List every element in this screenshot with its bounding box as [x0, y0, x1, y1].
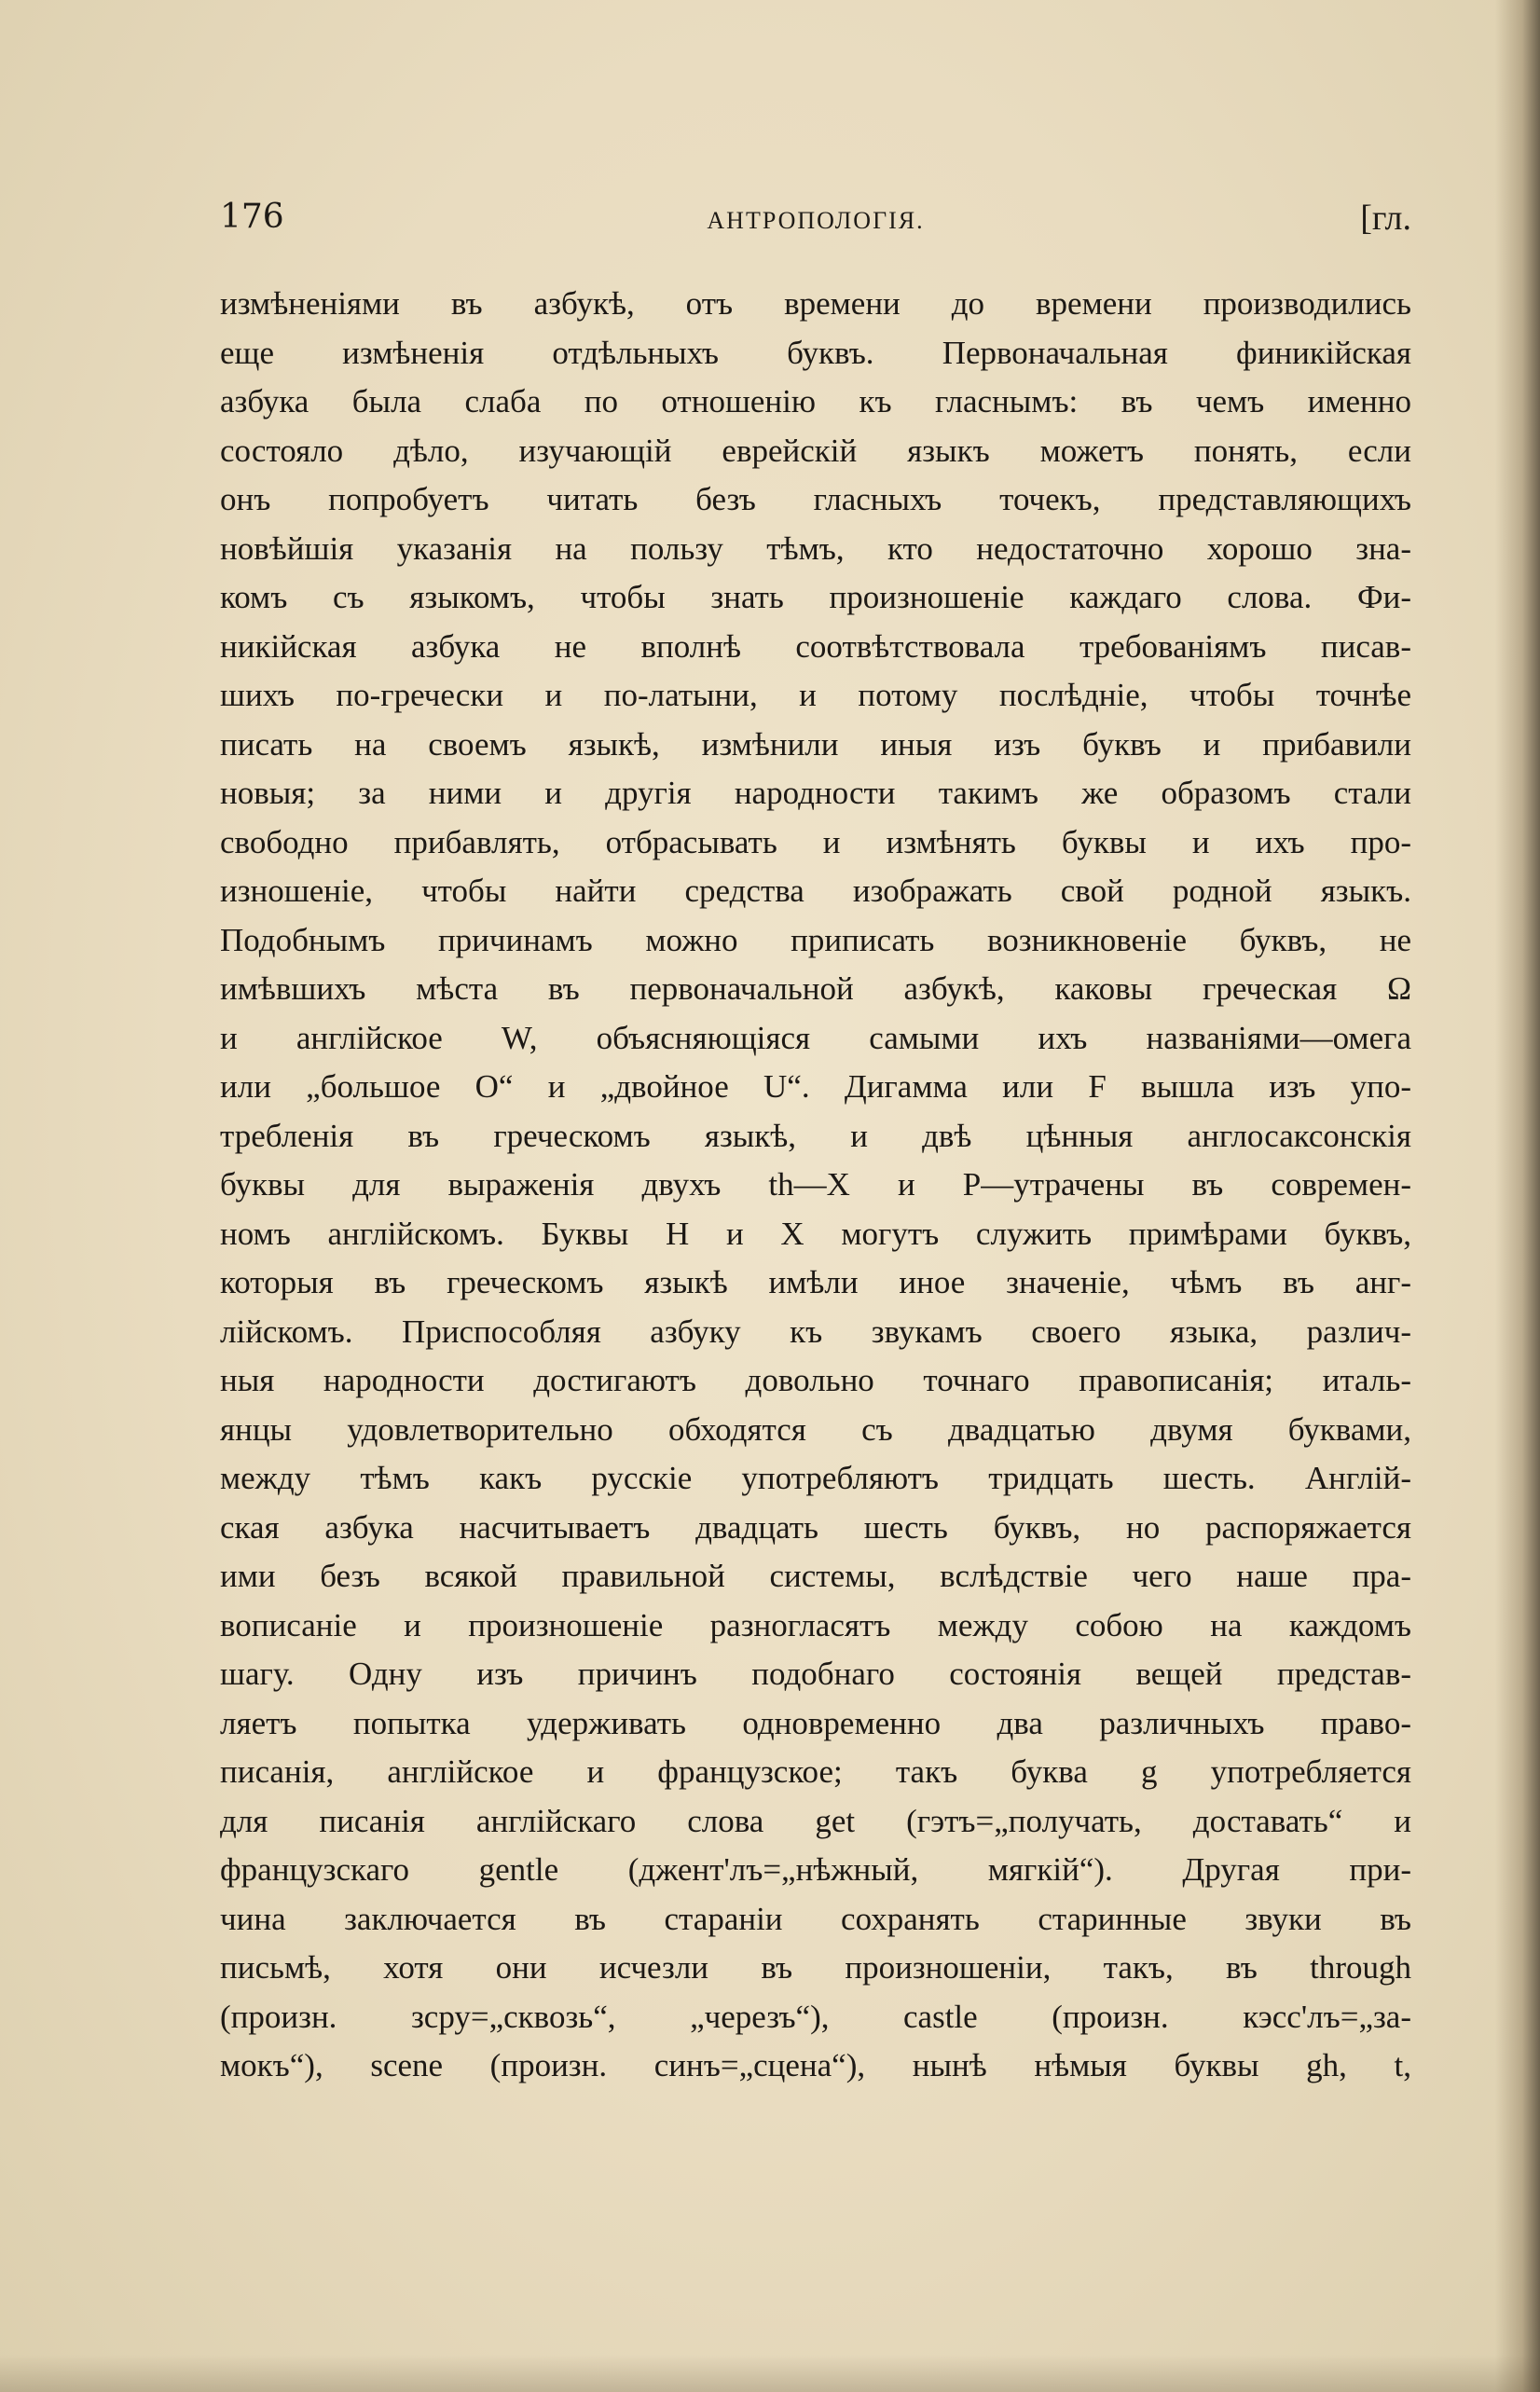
text-line: новыя; за ними и другія народности такимъ же образомъ стали	[220, 775, 1411, 811]
text-line: письмѣ, хотя они исчезли въ произношеніи, такъ, въ through	[220, 1949, 1411, 1986]
text-line: требленія въ греческомъ языкѣ, и двѣ цѣнныя англосаксонскія	[220, 1117, 1411, 1154]
page-bottom-shadow	[0, 2355, 1540, 2392]
text-line: и англійское W, объясняющіяся самыми ихъ названіями—омега	[220, 1019, 1411, 1056]
text-line: шагу. Одну изъ причинъ подобнаго состоянія вещей представ-	[220, 1656, 1411, 1692]
text-line: янцы удовлетворительно обходятся съ двадцатью двумя буквами,	[220, 1410, 1411, 1448]
text-line: новѣйшія указанія на пользу тѣмъ, кто недостаточно хорошо зна-	[220, 529, 1411, 567]
text-line: между тѣмъ какъ русскіе употребляютъ тридцать шесть. Англій-	[220, 1460, 1411, 1496]
page-edge-shadow	[1495, 0, 1540, 2392]
text-line: азбука была слаба по отношенію къ гласнымъ: въ чемъ именно	[220, 383, 1411, 419]
text-line: Подобнымъ причинамъ можно приписать возникновеніе буквъ, не	[220, 921, 1411, 958]
text-line: (произн. зсру=„сквозь“, „черезъ“), castle (произн. кэсс'лъ=„за-	[220, 1998, 1411, 2035]
text-line: ская азбука насчитываетъ двадцать шесть буквъ, но распоряжается	[220, 1508, 1411, 1546]
text-line: чина заключается въ стараніи сохранять старинные звуки въ	[220, 1900, 1411, 1937]
text-line: для писанія англійскаго слова get (гэтъ=„получать, доставать“ и	[220, 1802, 1411, 1839]
text-line: еще измѣненія отдѣльныхъ буквъ. Первоначальная финикійская	[220, 334, 1411, 371]
text-line: никійская азбука не вполнѣ соотвѣтствовала требованіямъ писав-	[220, 627, 1411, 665]
page-header	[220, 194, 1411, 246]
text-line: имѣвшихъ мѣста въ первоначальной азбукѣ, каковы греческая Ω	[220, 970, 1411, 1007]
text-line: которыя въ греческомъ языкѣ имѣли иное значеніе, чѣмъ въ анг-	[220, 1264, 1411, 1300]
body-text	[220, 280, 1411, 2091]
text-line: измѣненіями въ азбукѣ, отъ времени до времени производились	[220, 285, 1411, 322]
text-line: номъ англійскомъ. Буквы H и X могутъ служить примѣрами буквъ,	[220, 1215, 1411, 1252]
page-number: 176	[220, 198, 284, 236]
text-line: изношеніе, чтобы найти средства изображать свой родной языкъ.	[220, 873, 1411, 909]
text-line: или „большое O“ и „двойное U“. Дигамма или F вышла изъ упо-	[220, 1068, 1411, 1105]
text-line: комъ съ языкомъ, чтобы знать произношеніе каждаго слова. Фи-	[220, 579, 1411, 615]
text-line: французскаго gentle (джент'лъ=„нѣжный, мягкій“). Другая при-	[220, 1851, 1411, 1888]
text-line: состояло дѣло, изучающій еврейскій языкъ можетъ понять, если	[220, 432, 1411, 469]
text-line: онъ попробуетъ читать безъ гласныхъ точекъ, представляющихъ	[220, 481, 1411, 517]
text-line: шихъ по-гречески и по-латыни, и потому послѣдніе, чтобы точнѣе	[220, 677, 1411, 713]
text-line: вописаніе и произношеніе разногласятъ между собою на каждомъ	[220, 1606, 1411, 1643]
text-line: буквы для выраженія двухъ th—X и Р—утрачены въ современ-	[220, 1166, 1411, 1203]
text-line: свободно прибавлять, отбрасывать и измѣнять буквы и ихъ про-	[220, 823, 1411, 860]
text-line: ими безъ всякой правильной системы, вслѣдствіе чего наше пра-	[220, 1558, 1411, 1594]
text-line: писать на своемъ языкѣ, измѣнили иныя изъ буквъ и прибавили	[220, 725, 1411, 763]
text-line: ныя народности достигаютъ довольно точнаго правописанія; италь-	[220, 1362, 1411, 1398]
chapter-mark: [гл.	[1360, 199, 1411, 238]
text-line: писанія, англійское и французское; такъ буква g употребляется	[220, 1753, 1411, 1790]
text-line: мокъ“), scene (произн. синъ=„сцена“), нынѣ нѣмыя буквы gh, t,	[220, 2047, 1411, 2083]
text-line: лійскомъ. Приспособляя азбуку къ звукамъ своего языка, различ-	[220, 1313, 1411, 1350]
text-line: ляетъ попытка удерживать одновременно два различныхъ право-	[220, 1704, 1411, 1741]
running-title: АНТРОПОЛОГІЯ.	[707, 207, 925, 234]
